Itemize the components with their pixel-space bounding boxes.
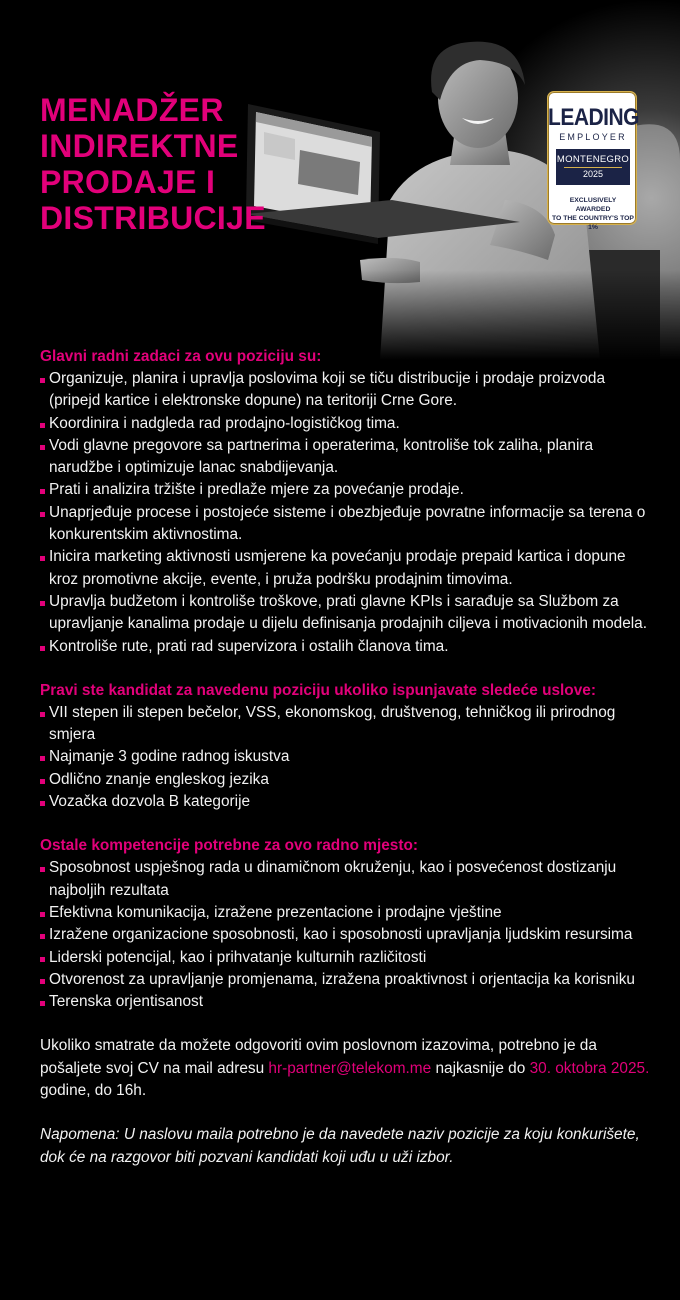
job-title-line: DISTRIBUCIJE bbox=[40, 200, 266, 236]
list-item: Terenska orjentisanost bbox=[40, 991, 650, 1013]
list-item: Inicira marketing aktivnosti usmjerene ka povećanju prodaje prepaid kartica i dopune kroz promotivne akcije, evente, i pruža podršku prodajnim timovima. bbox=[40, 546, 650, 591]
application-text: godine, do 16h. bbox=[40, 1082, 147, 1100]
list-item: Organizuje, planira i upravlja poslovima koji se tiču distribucije i prodaje proizvoda (pripejd kartice i elektronske dopune) na teritoriji Crne Gore. bbox=[40, 368, 650, 413]
job-title-line: INDIREKTNE bbox=[40, 128, 239, 164]
badge-band bbox=[556, 149, 630, 185]
requirements-list bbox=[40, 702, 650, 813]
section-title-competencies: Ostale kompetencije potrebne za ovo radno mjesto: bbox=[40, 837, 419, 855]
badge-leading-text: LEADING bbox=[548, 104, 639, 131]
list-item: Vodi glavne pregovore sa partnerima i operaterima, kontroliše tok zaliha, planira narudžbe i optimizuje lanac snabdijevanja. bbox=[40, 435, 650, 480]
list-item: Otvorenost za upravljanje promjenama, izražena proaktivnost i orjentacija ka korisniku bbox=[40, 969, 650, 991]
list-item: Kontroliše rute, prati rad supervizora i ostalih članova tima. bbox=[40, 636, 650, 658]
tasks-list bbox=[40, 368, 650, 658]
section-title-tasks: Glavni radni zadaci za ovu poziciju su: bbox=[40, 348, 322, 365]
application-text: Ukoliko smatrate da možete odgovoriti ovim poslovnom izazovima, potrebno je da pošaljete svoj CV na mail adresu bbox=[40, 1037, 597, 1077]
badge-note-line: EXCLUSIVELY AWARDED bbox=[569, 197, 617, 213]
list-item: Najmanje 3 godine radnog iskustva bbox=[40, 746, 650, 768]
list-item: Koordinira i nadgleda rad prodajno-logističkog tima. bbox=[40, 413, 650, 435]
competencies-list bbox=[40, 857, 650, 1013]
list-item: Upravlja budžetom i kontroliše troškove, prati glavne KPIs i sarađuje sa Službom za upravljanje kanalima prodaje u dijelu definisanja prodajnih ciljeva i motivacionih modela. bbox=[40, 591, 650, 636]
job-title bbox=[40, 92, 340, 236]
list-item: VII stepen ili stepen bečelor, VSS, ekonomskog, društvenog, tehničkog ili prirodnog smjera bbox=[40, 702, 650, 747]
deadline-date: 30. oktobra 2025. bbox=[529, 1059, 650, 1077]
badge-year: 2025 bbox=[582, 169, 604, 179]
job-description bbox=[40, 346, 650, 1169]
list-item: Prati i analizira tržište i predlaže mjere za povećanje prodaje. bbox=[40, 479, 650, 501]
list-item: Vozačka dozvola B kategorije bbox=[40, 791, 650, 813]
list-item: Odlično znanje engleskog jezika bbox=[40, 769, 650, 791]
badge-employer-text: EMPLOYER bbox=[559, 132, 627, 142]
list-item: Izražene organizacione sposobnosti, kao i sposobnosti upravljanja ljudskim resursima bbox=[40, 924, 650, 946]
application-instructions bbox=[40, 1035, 650, 1102]
note-text: Napomena: U naslovu maila potrebno je da navedete naziv pozicije za koju konkurišete, dok će na razgovor biti pozvani kandidati koji uđu u uži izbor. bbox=[40, 1126, 640, 1166]
job-title-line: PRODAJE I bbox=[40, 164, 216, 200]
badge-divider bbox=[564, 167, 622, 168]
badge-note bbox=[552, 196, 634, 232]
badge-note-line: TO THE COUNTRY'S TOP 1% bbox=[552, 215, 634, 231]
badge-country: MONTENEGRO bbox=[556, 154, 630, 165]
list-item: Unaprjeđuje procese i postojeće sisteme i obezbjeđuje povratne informacije sa terena o konkurentskim aktivnostima. bbox=[40, 502, 650, 547]
list-item: Liderski potencijal, kao i prihvatanje kulturnih različitosti bbox=[40, 947, 650, 969]
job-title-line: MENADŽER bbox=[40, 92, 224, 128]
leading-employer-badge bbox=[547, 91, 639, 231]
hero-section bbox=[0, 0, 680, 360]
application-text: najkasnije do bbox=[431, 1059, 530, 1077]
list-item: Efektivna komunikacija, izražene prezentacione i prodajne vještine bbox=[40, 902, 650, 924]
email-link[interactable]: hr-partner@telekom.me bbox=[268, 1059, 432, 1077]
list-item: Sposobnost uspješnog rada u dinamičnom okruženju, kao i posvećenost dostizanju najboljih rezultata bbox=[40, 857, 650, 902]
section-title-requirements: Pravi ste kandidat za navedenu poziciju ukoliko ispunjavate sledeće uslove: bbox=[40, 681, 596, 699]
